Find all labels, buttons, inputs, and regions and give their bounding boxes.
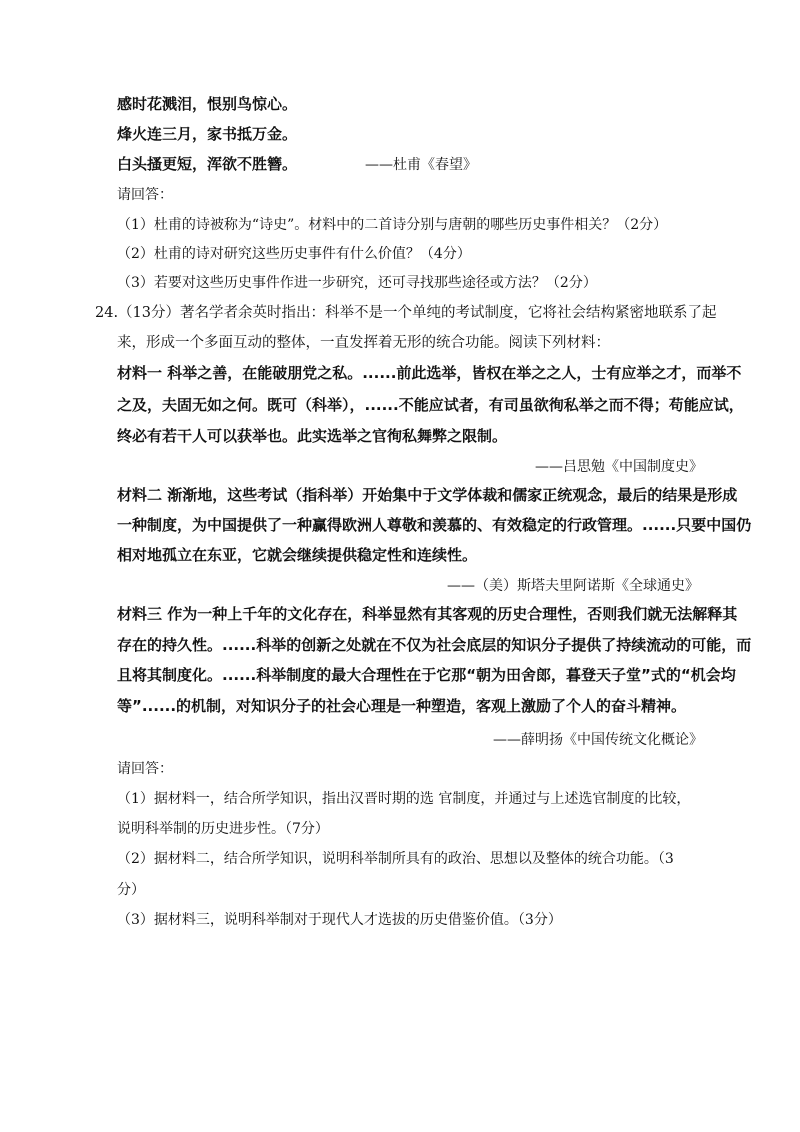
material1-line: 终必有若干人可以获举也。此实选举之官徇私舞弊之限制。 [117, 427, 508, 445]
material1-source: ——吕思勉《中国制度史》 [535, 459, 703, 475]
material2-line: 材料二 渐渐地，这些考试（指科举）开始集中于文学体裁和儒家正统观念，最后的结果是形成 [117, 486, 738, 504]
q24-item: （2）据材料二，结合所学知识，说明科举制所具有的政治、思想以及整体的统合功能。（3 [117, 851, 674, 867]
material3-line: 材料三 作为一种上千年的文化存在，科举显然有其客观的历史合理性，否则我们就无法解释其 [117, 605, 738, 623]
q24-item: （1）据材料一，结合所学知识，指出汉晋时期的选 官制度，并通过与上述选官制度的比较， [117, 791, 691, 807]
q23-item: （1）杜甫的诗被称为“诗史”。材料中的二首诗分别与唐朝的哪些历史事件相关？（2分） [117, 217, 668, 233]
q23-item: （3）若要对这些历史事件作进一步研究，还可寻找那些途径或方法？（2分） [117, 275, 597, 291]
material3-line: 等”......的机制，对知识分子的社会心理是一种塑造，客观上激励了个人的奋斗精神。 [117, 697, 687, 715]
poem-line: 烽火连三月，家书抵万金。 [117, 125, 298, 143]
q24-item: 分） [117, 882, 145, 898]
q24-item: （3）据材料三，说明科举制对于现代人才选拔的历史借鉴价值。（3分） [117, 912, 562, 928]
q23-item: （2）杜甫的诗对研究这些历史事件有什么价值？（4分） [117, 246, 471, 262]
q23-prompt: 请回答： [117, 187, 173, 203]
q24-item: 说明科举制的历史进步性。（7分） [117, 821, 329, 837]
material2-source: ——（美）斯塔夫里阿诺斯《全球通史》 [447, 578, 699, 594]
poem-line: 白头搔更短，浑欲不胜簪。 [117, 155, 298, 173]
material1-line: 之及，夫固无如之何。既可（科举），......不能应试者，有司虽欲徇私举之而不得；苟能应试， [117, 396, 744, 414]
material3-line: 且将其制度化。......科举制度的最大合理性在于它那“朝为田舍郎，暮登天子堂”式的“机会均 [117, 666, 736, 684]
poem-source: ——杜甫《春望》 [365, 157, 477, 173]
poem-line: 感时花溅泪，恨别鸟惊心。 [117, 95, 298, 113]
material3-line: 存在的持久性。......科举的创新之处就在不仅为社会底层的知识分子提供了持续流动的可能，而 [117, 636, 752, 654]
material1-line: 材料一 科举之善，在能破朋党之私。......前此选举，皆权在举之之人，士有应举之才，而举不 [117, 364, 742, 382]
q24-intro: 24.（13分）著名学者余英时指出：科举不是一个单纯的考试制度，它将社会结构紧密地联系了起 [95, 305, 717, 321]
material2-line: 相对地孤立在东亚，它就会继续提供稳定性和连续性。 [117, 546, 478, 564]
q24-intro: 来，形成一个多面互动的整体，一直发挥着无形的统合功能。阅读下列材料： [117, 335, 610, 351]
material3-source: ——薛明扬《中国传统文化概论》 [493, 732, 703, 748]
material2-line: 一种制度，为中国提供了一种赢得欧洲人尊敬和羡慕的、有效稳定的行政管理。......只要中国仍 [117, 516, 752, 534]
q24-prompt: 请回答： [117, 761, 173, 777]
